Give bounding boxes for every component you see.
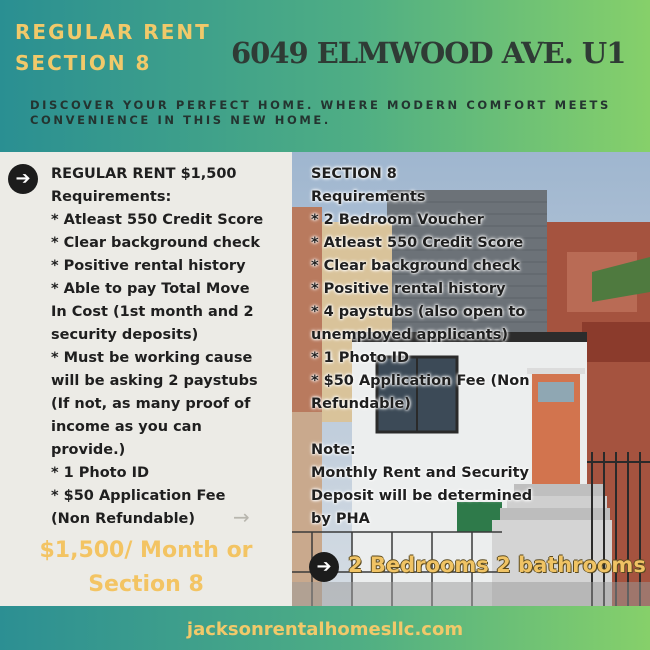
req-line: Refundable) <box>311 396 411 412</box>
req-line: Deposit will be determined <box>311 488 533 504</box>
req-line: * $50 Application Fee <box>51 488 226 504</box>
req-line: security deposits) <box>51 327 199 343</box>
website-link[interactable]: jacksonrentalhomesllc.com <box>186 619 464 640</box>
tag-regular-rent: REGULAR RENT <box>15 20 211 44</box>
req-line: * Able to pay Total Move <box>51 281 250 297</box>
req-line: REGULAR RENT $1,500 <box>51 166 237 182</box>
req-line: * 1 Photo ID <box>311 350 410 366</box>
req-line: SECTION 8 <box>311 166 397 182</box>
section-8-requirements <box>311 163 641 531</box>
tagline: DISCOVER YOUR PERFECT HOME. WHERE MODERN COMFORT MEETS CONVENIENCE IN THIS NEW HOME. <box>30 98 611 127</box>
req-line: * Positive rental history <box>311 281 506 297</box>
req-line: * Clear background check <box>311 258 521 274</box>
req-line: In Cost (1st month and 2 <box>51 304 254 320</box>
req-line: * Atleast 550 Credit Score <box>51 212 264 228</box>
req-line <box>311 416 641 439</box>
arrow-right-icon: ➔ <box>309 552 339 582</box>
tag-section-8: SECTION 8 <box>15 51 152 75</box>
req-line: by PHA <box>311 511 370 527</box>
req-line: (If not, as many proof of <box>51 396 251 412</box>
req-line: * 2 Bedroom Voucher <box>311 212 484 228</box>
req-line: (Non Refundable) <box>51 511 196 527</box>
arrow-right-icon: ➔ <box>8 164 38 194</box>
req-line: * Positive rental history <box>51 258 246 274</box>
req-line: income as you can <box>51 419 202 435</box>
req-line: * 1 Photo ID <box>51 465 150 481</box>
req-line: Note: <box>311 442 356 458</box>
req-line: * Must be working cause <box>51 350 253 366</box>
req-line: * Clear background check <box>51 235 261 251</box>
req-line: provide.) <box>51 442 126 458</box>
req-line: Monthly Rent and Security <box>311 465 529 481</box>
regular-rent-requirements <box>51 163 287 531</box>
req-line: unemployed applicants) <box>311 327 508 343</box>
price-line-1: $1,500/ Month or <box>39 538 253 563</box>
req-line: will be asking 2 paystubs <box>51 373 258 389</box>
price-line-2: Section 8 <box>88 572 204 597</box>
req-line: * 4 paystubs (also open to <box>311 304 526 320</box>
arrow-right-icon: → <box>233 505 250 529</box>
bed-bath-label: 2 Bedrooms 2 bathrooms <box>348 553 646 577</box>
req-line: Requirements: <box>51 189 172 205</box>
req-line: * $50 Application Fee (Non <box>311 373 530 389</box>
req-line: Requirements <box>311 189 426 205</box>
req-line: * Atleast 550 Credit Score <box>311 235 524 251</box>
address-title: 6049 ELMWOOD AVE. U1 <box>231 36 626 70</box>
